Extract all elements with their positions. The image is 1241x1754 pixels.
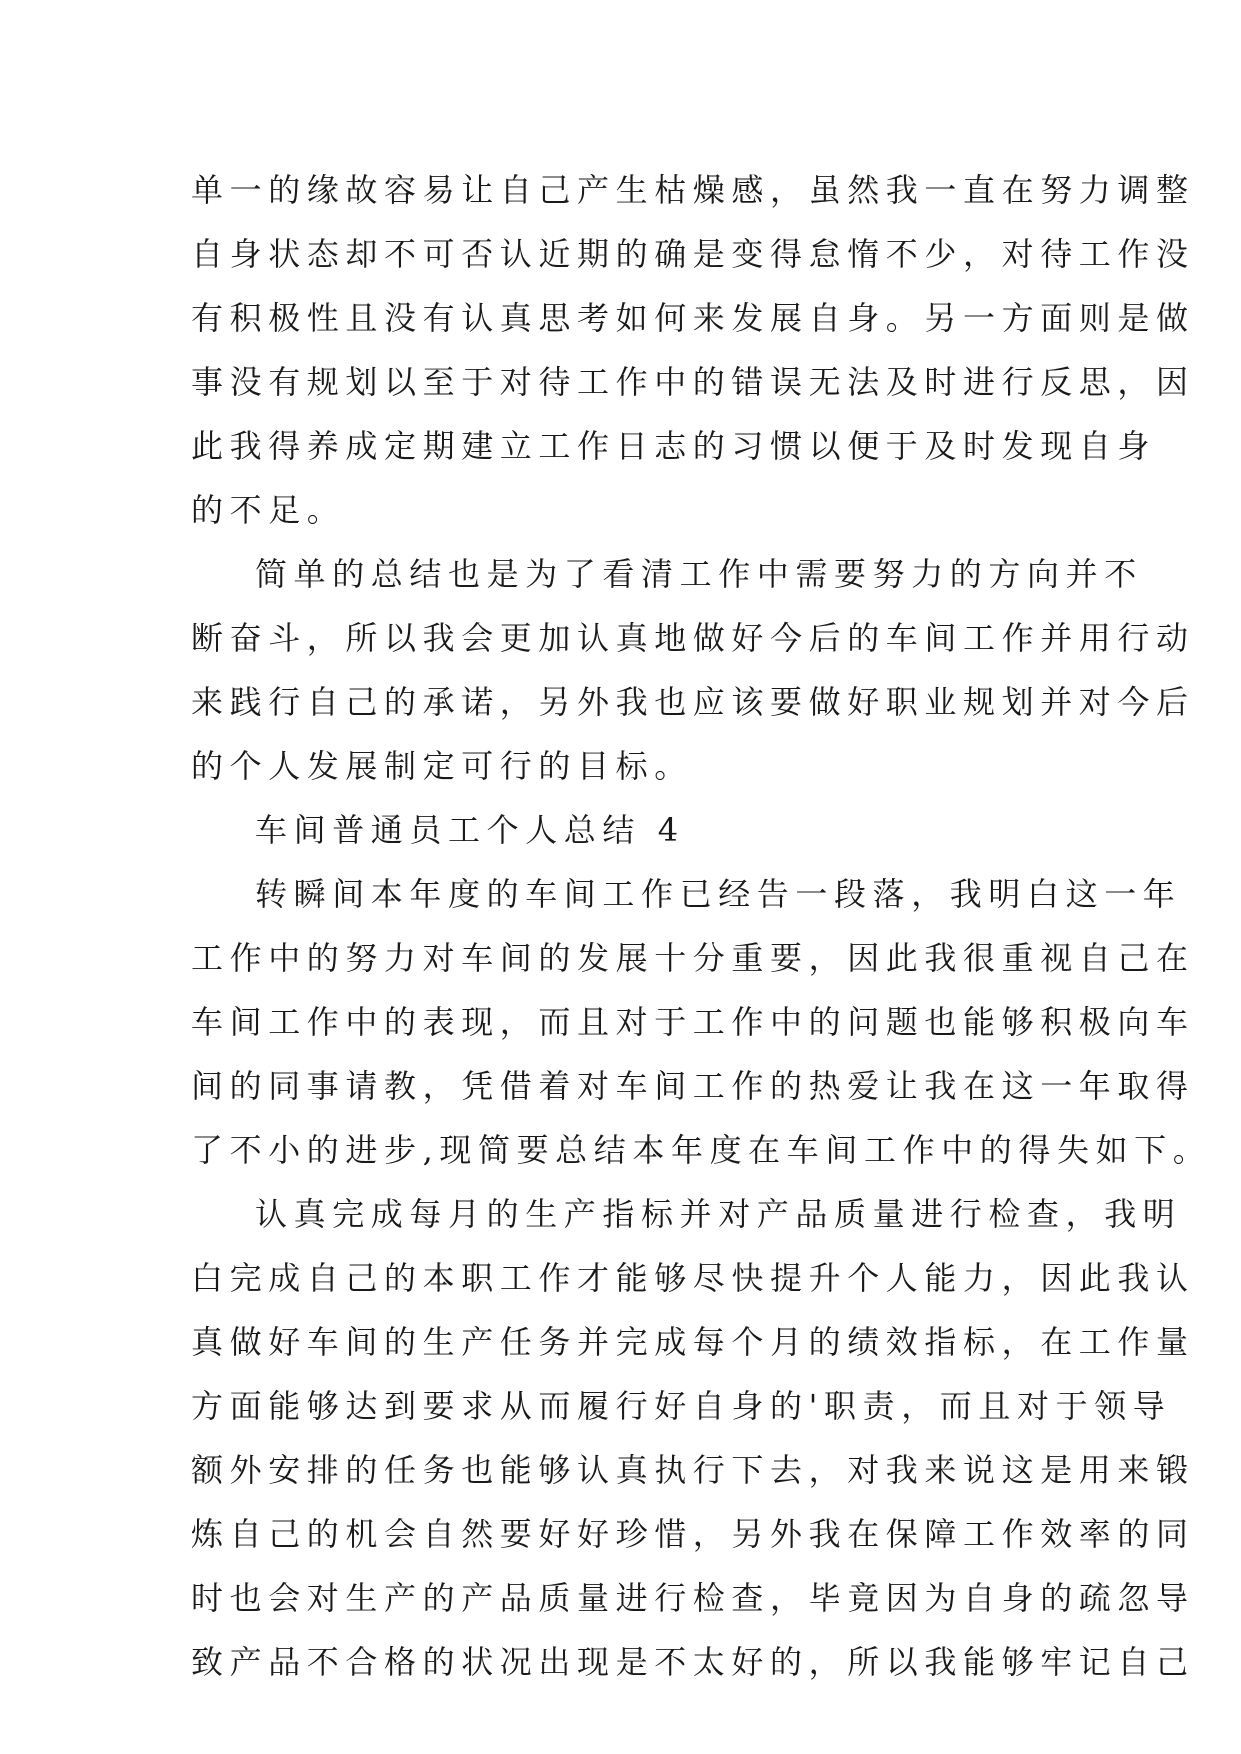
text-line: 自身状态却不可否认近期的确是变得怠惰不少，对待工作没: [191, 235, 1195, 273]
text-line: 时也会对生产的产品质量进行检查，毕竟因为自身的疏忽导: [191, 1579, 1195, 1617]
text-line: 间的同事请教，凭借着对车间工作的热爱让我在这一年取得: [191, 1067, 1195, 1105]
paragraph-first-line: 简单的总结也是为了看清工作中需要努力的方向并不: [255, 555, 1143, 593]
text-line: 断奋斗，所以我会更加认真地做好今后的车间工作并用行动: [191, 619, 1195, 657]
text-line: 真做好车间的生产任务并完成每个月的绩效指标，在工作量: [191, 1323, 1195, 1361]
text-line: 的不足。: [191, 491, 346, 529]
paragraph-first-line: 转瞬间本年度的车间工作已经告一段落，我明白这一年: [255, 875, 1182, 913]
text-line: 事没有规划以至于对待工作中的错误无法及时进行反思，因: [191, 363, 1195, 401]
text-line: 了不小的进步,现简要总结本年度在车间工作中的得失如下。: [191, 1131, 1212, 1169]
text-line: 额外安排的任务也能够认真执行下去，对我来说这是用来锻: [191, 1451, 1195, 1489]
text-line: 此我得养成定期建立工作日志的习惯以便于及时发现自身: [191, 427, 1157, 465]
text-line: 白完成自己的本职工作才能够尽快提升个人能力，因此我认: [191, 1259, 1195, 1297]
text-line: 来践行自己的承诺，另外我也应该要做好职业规划并对今后: [191, 683, 1195, 721]
paragraph-first-line: 认真完成每月的生产指标并对产品质量进行检查，我明: [255, 1195, 1182, 1233]
text-line: 单一的缘故容易让自己产生枯燥感，虽然我一直在努力调整: [191, 171, 1195, 209]
text-line: 车间工作中的表现，而且对于工作中的问题也能够积极向车: [191, 1003, 1195, 1041]
text-line: 炼自己的机会自然要好好珍惜，另外我在保障工作效率的同: [191, 1515, 1195, 1553]
text-line: 致产品不合格的状况出现是不太好的，所以我能够牢记自己: [191, 1643, 1195, 1681]
text-line: 工作中的努力对车间的发展十分重要，因此我很重视自己在: [191, 939, 1195, 977]
text-line: 的个人发展制定可行的目标。: [191, 747, 693, 785]
text-line: 有积极性且没有认真思考如何来发展自身。另一方面则是做: [191, 299, 1195, 337]
text-line: 方面能够达到要求从而履行好自身的'职责，而且对于领导: [191, 1387, 1172, 1425]
document-body: [191, 158, 1212, 1694]
paragraph-first-line: 车间普通员工个人总结 4: [255, 811, 685, 849]
